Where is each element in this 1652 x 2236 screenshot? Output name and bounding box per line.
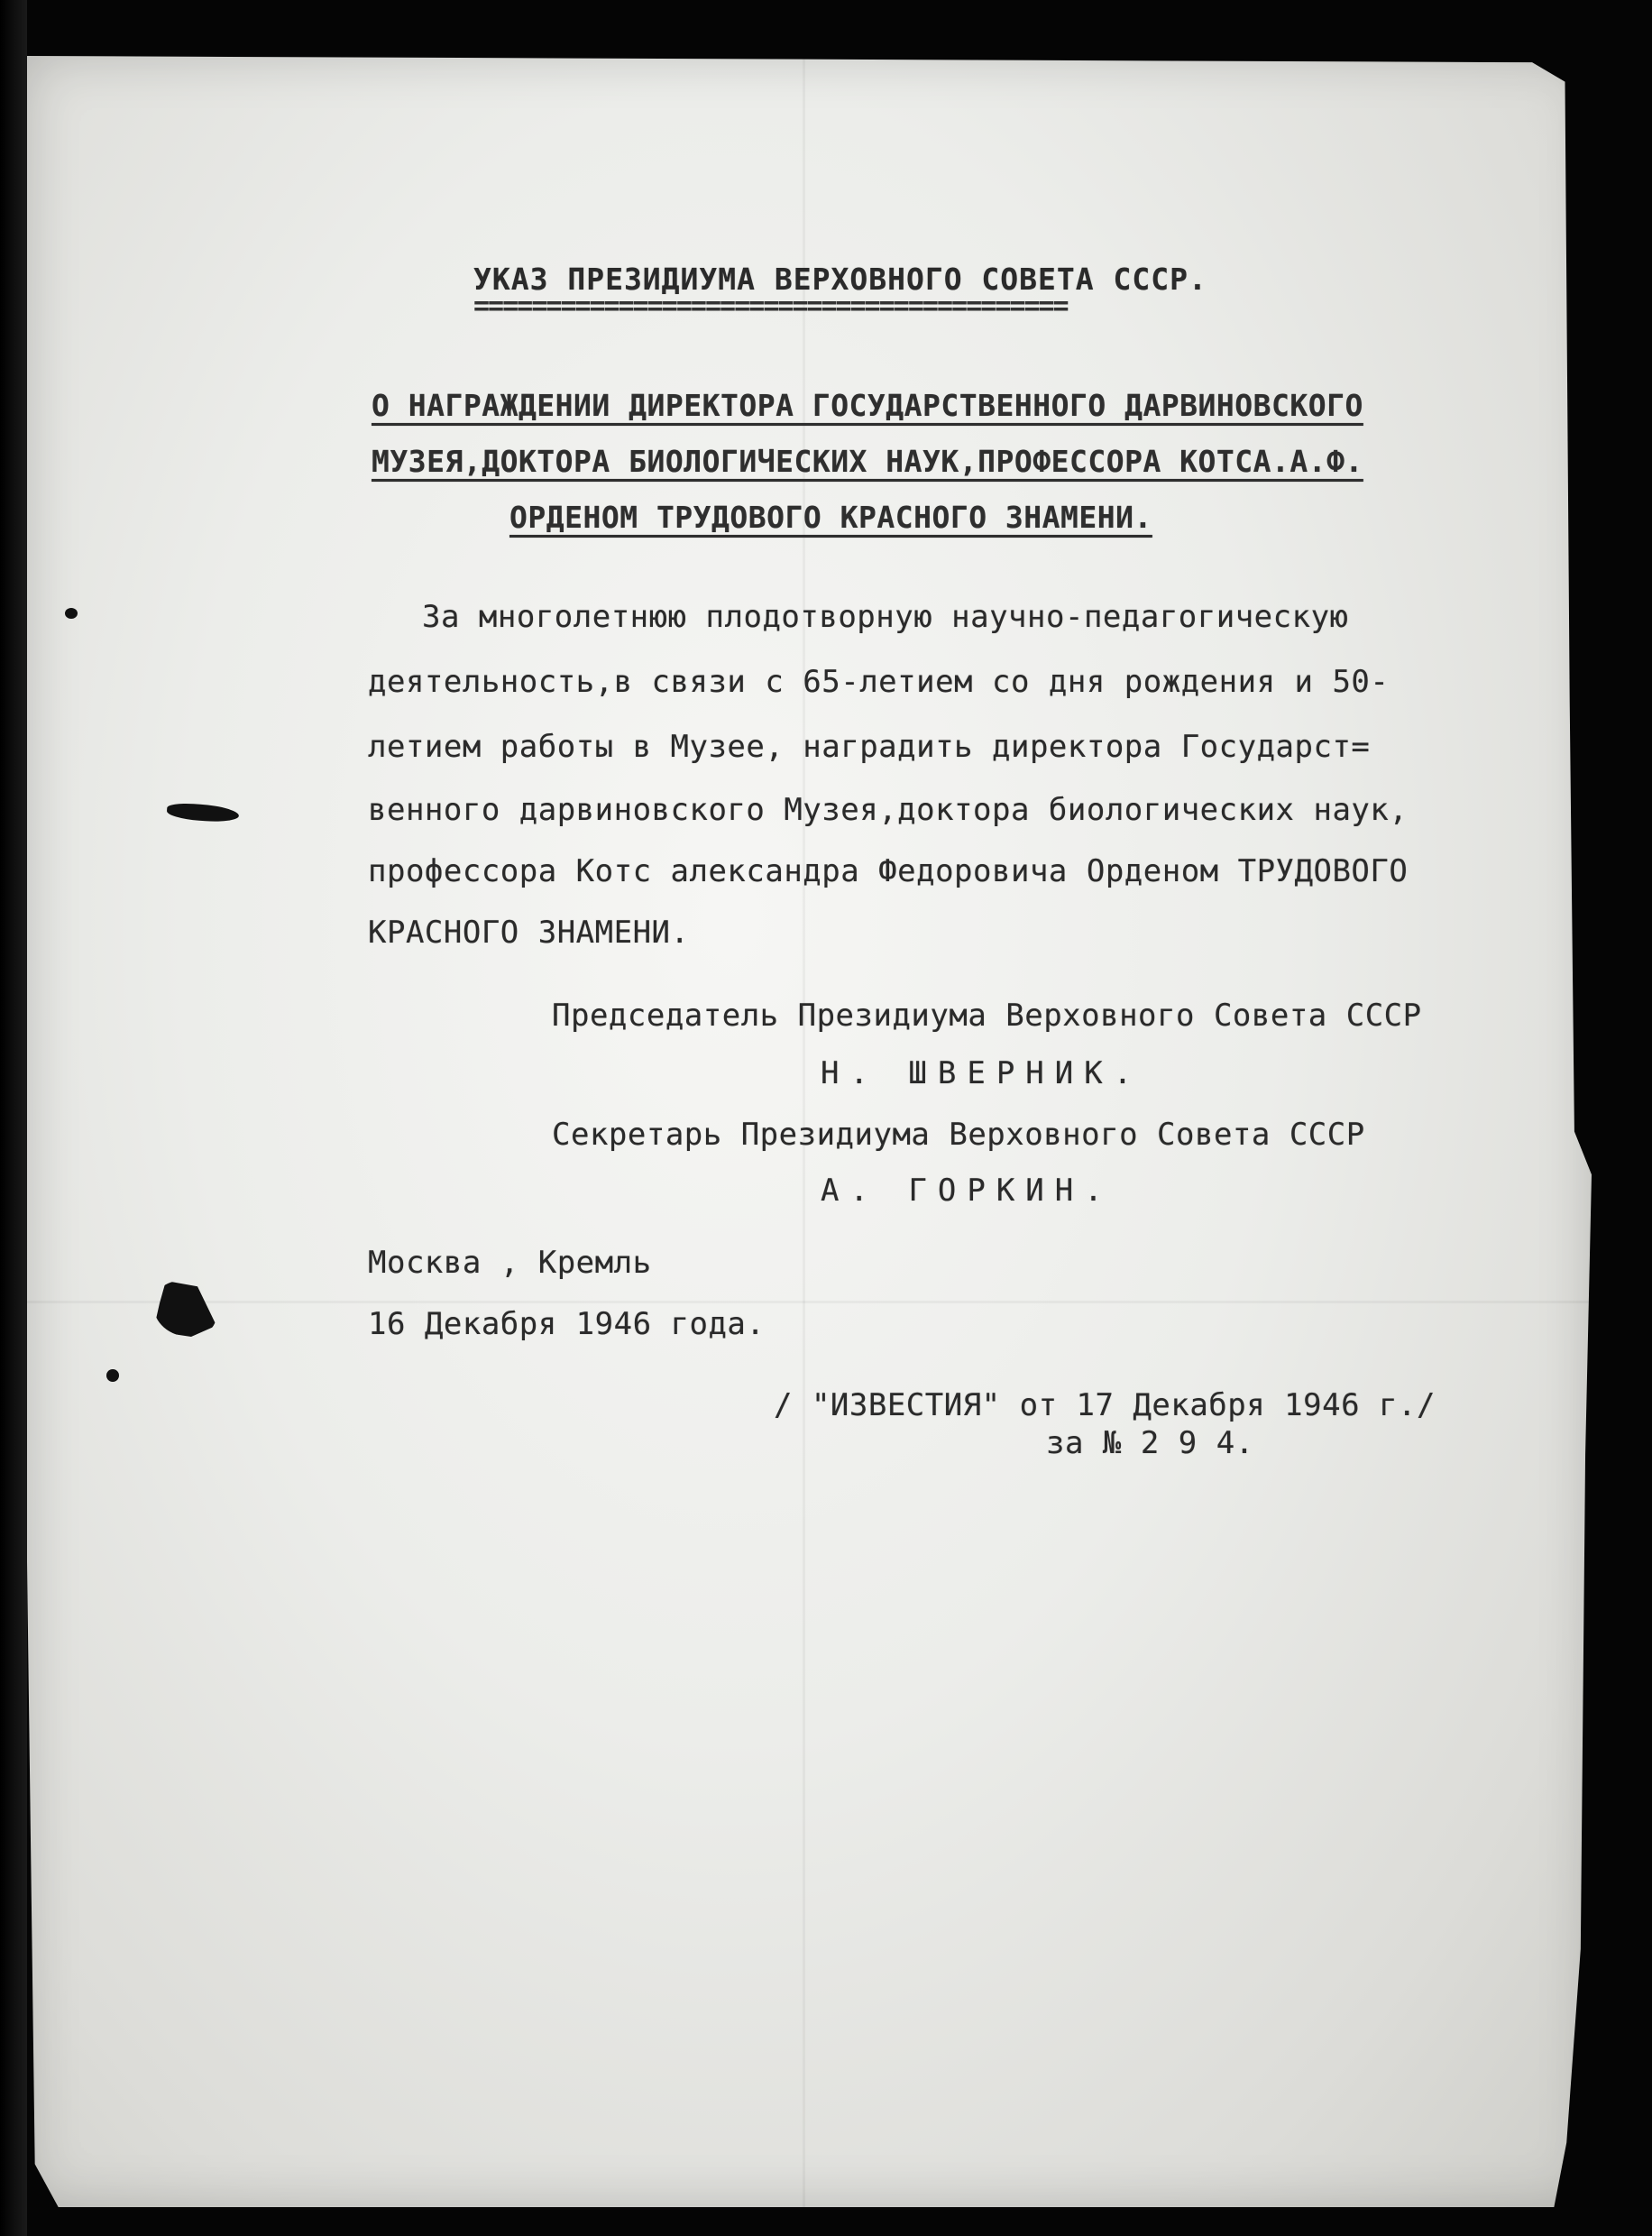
body-line: профессора Котс александра Федоровича Орденом ТРУДОВОГО bbox=[368, 853, 1409, 889]
subject-line: О НАГРАЖДЕНИИ ДИРЕКТОРА ГОСУДАРСТВЕННОГО ДАРВИНОВСКОГО bbox=[372, 388, 1363, 423]
decree-heading: УКАЗ ПРЕЗИДИУМА ВЕРХОВНОГО СОВЕТА СССР. bbox=[473, 262, 1207, 297]
body-line: венного дарвиновского Музея,доктора биологических наук, bbox=[368, 792, 1409, 828]
subject-line: МУЗЕЯ,ДОКТОРА БИОЛОГИЧЕСКИХ НАУК,ПРОФЕССОРА КОТСА.А.Ф. bbox=[372, 444, 1363, 479]
source-line: / "ИЗВЕСТИЯ" от 17 Декабря 1946 г./ bbox=[774, 1387, 1436, 1423]
body-line: летием работы в Музее, наградить директора Государст= bbox=[368, 729, 1371, 765]
chairman-title: Председатель Президиума Верховного Совета СССР bbox=[552, 998, 1422, 1034]
chairman-name: Н. ШВЕРНИК. bbox=[821, 1055, 1143, 1091]
date-line: 16 Декабря 1946 года. bbox=[368, 1306, 766, 1342]
heading-double-rule: ========================================= bbox=[473, 290, 1068, 322]
body-line: КРАСНОГО ЗНАМЕНИ. bbox=[368, 915, 690, 951]
secretary-title: Секретарь Президиума Верховного Совета СССР bbox=[552, 1117, 1365, 1153]
subject-line: ОРДЕНОМ ТРУДОВОГО КРАСНОГО ЗНАМЕНИ. bbox=[509, 500, 1152, 535]
source-issue-line: за № 2 9 4. bbox=[1046, 1425, 1254, 1461]
place-line: Москва , Кремль bbox=[368, 1245, 652, 1281]
body-line: За многолетнюю плодотворную научно-педагогическую bbox=[422, 599, 1349, 635]
body-line: деятельность,в связи с 65-летием со дня рождения и 50- bbox=[368, 664, 1390, 700]
secretary-name: А. ГОРКИН. bbox=[821, 1173, 1114, 1209]
